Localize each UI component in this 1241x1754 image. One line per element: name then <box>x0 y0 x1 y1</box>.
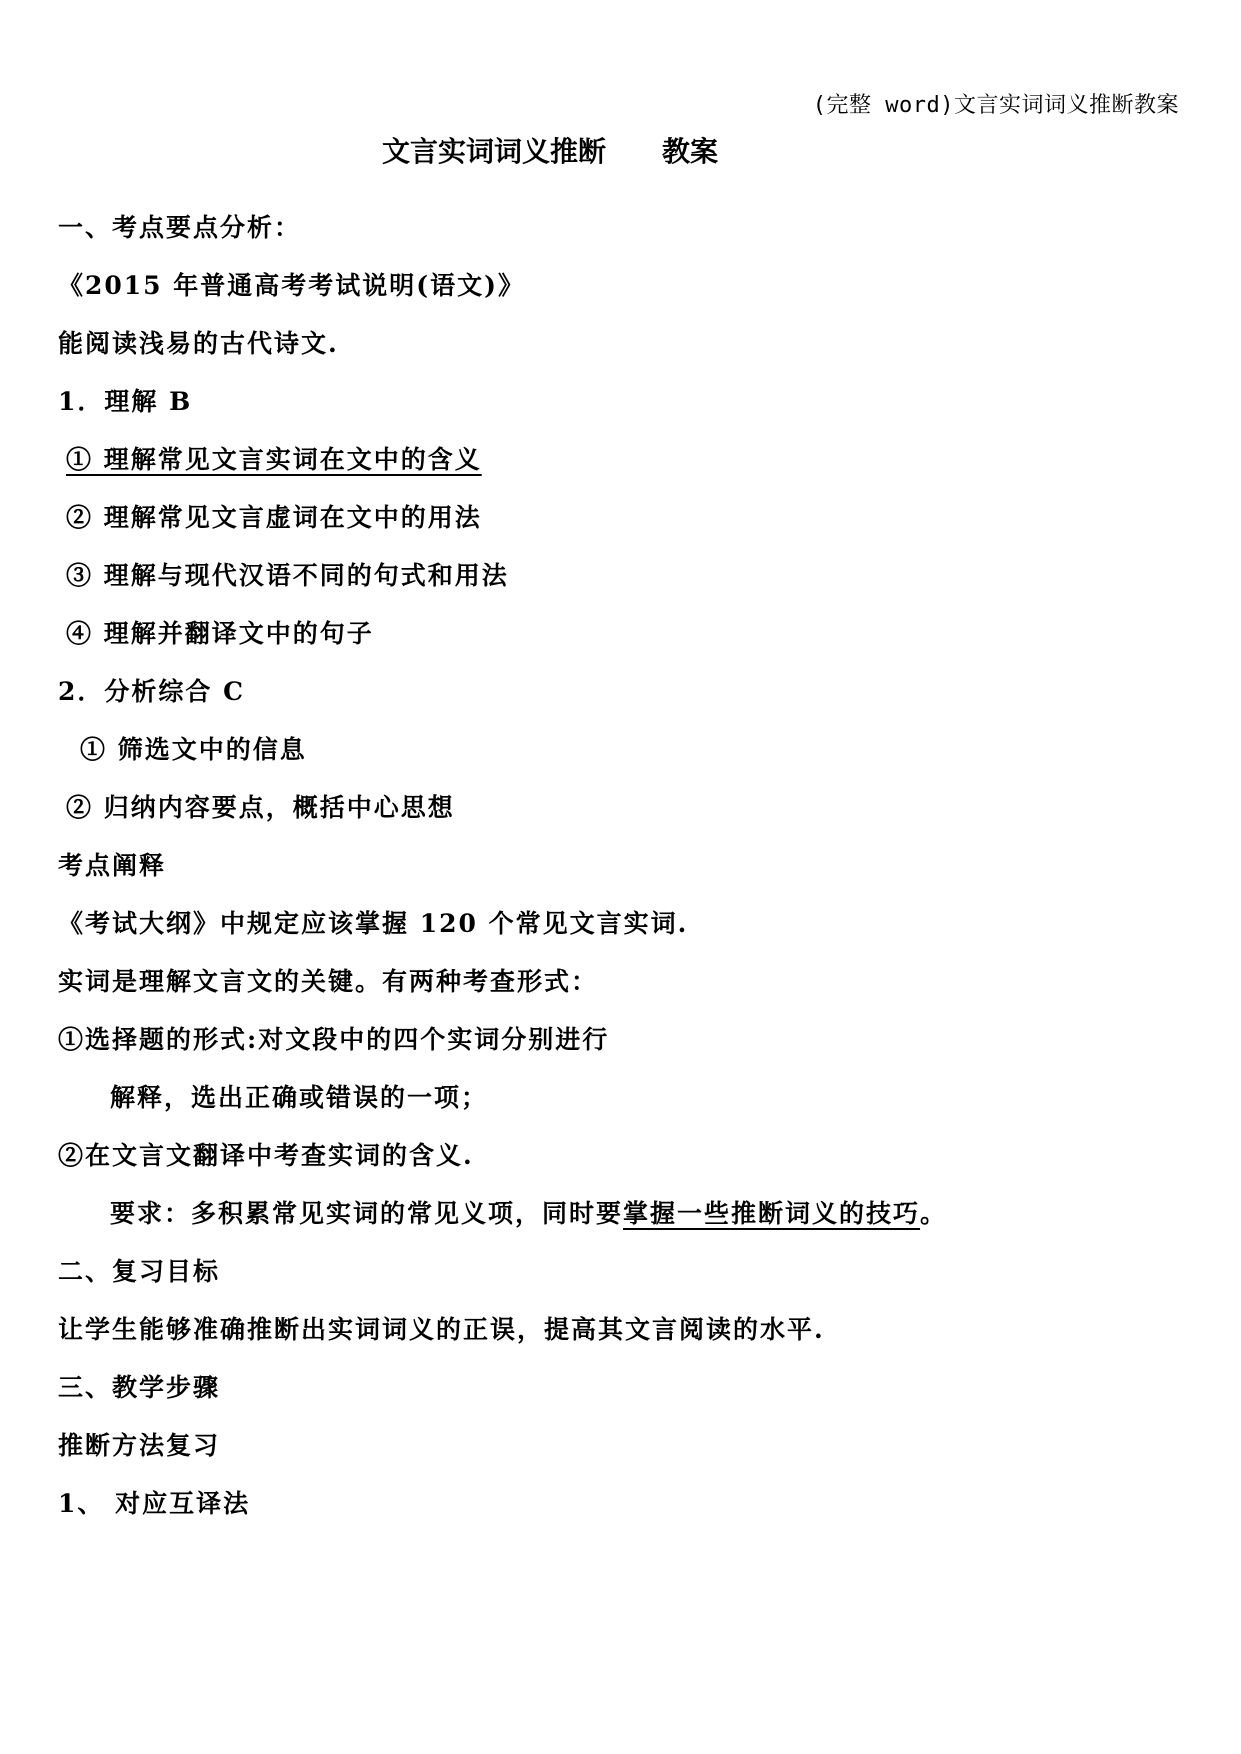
level-1-item-1 <box>66 440 482 476</box>
requirement-underlined: 掌握一些推断词义的技巧 <box>623 1199 921 1228</box>
header-note: (完整 word)文言实词词义推断教案 <box>812 93 1179 118</box>
requirement-end: 。 <box>920 1199 948 1228</box>
level-1-item-2: ② 理解常见文言虚词在文中的用法 <box>66 503 482 532</box>
level-1-item-3: ③ 理解与现代汉语不同的句式和用法 <box>66 561 509 590</box>
exam-guide-title: 《2015 年普通高考考试说明(语文)》 <box>58 271 525 300</box>
method-review-heading: 推断方法复习 <box>58 1431 221 1460</box>
section-3-heading: 三、教学步骤 <box>58 1373 221 1402</box>
key-statement: 实词是理解文言文的关键。有两种考查形式： <box>58 967 599 996</box>
ability-statement: 能阅读浅易的古代诗文. <box>58 329 339 358</box>
level-2-heading: 2．分析综合 C <box>58 677 245 706</box>
form-1: ①选择题的形式:对文段中的四个实词分别进行 <box>58 1025 610 1054</box>
method-1: 1、 对应互译法 <box>58 1489 251 1518</box>
level-2-item-2: ② 归纳内容要点，概括中心思想 <box>66 793 455 822</box>
level-1-item-1-text: ① 理解常见文言实词在文中的含义 <box>66 445 482 474</box>
outline-statement: 《考试大纲》中规定应该掌握 120 个常见文言实词. <box>58 909 689 938</box>
form-2: ②在文言文翻译中考查实词的含义. <box>58 1141 474 1170</box>
document-title <box>0 130 1100 170</box>
section-1-heading: 一、考点要点分析： <box>58 213 302 242</box>
section-2-heading: 二、复习目标 <box>58 1257 221 1286</box>
requirement <box>110 1194 947 1230</box>
form-1-continued: 解释，选出正确或错误的一项； <box>110 1083 489 1112</box>
level-1-item-4: ④ 理解并翻译文中的句子 <box>66 619 374 648</box>
explanation-heading: 考点阐释 <box>58 851 167 880</box>
title-main: 文言实词词义推断 <box>381 135 606 168</box>
requirement-prefix: 要求：多积累常见实词的常见义项，同时要 <box>110 1199 624 1228</box>
review-goal: 让学生能够准确推断出实词词义的正误，提高其文言阅读的水平. <box>58 1315 825 1344</box>
level-2-item-1: ① 筛选文中的信息 <box>80 735 307 764</box>
title-suffix: 教案 <box>662 135 719 168</box>
level-1-heading: 1．理解 B <box>58 387 193 416</box>
